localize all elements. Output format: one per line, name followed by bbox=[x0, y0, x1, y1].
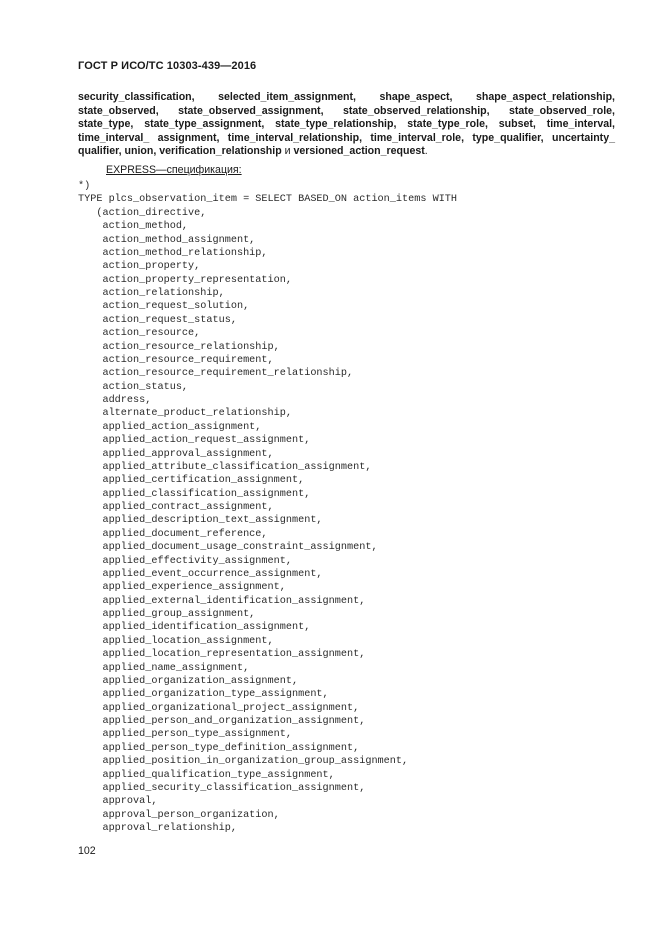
intro-entity-list: security_classification, selected_item_assignment, shape_aspect, shape_aspect_relationship, state_observed, state_observed_assignment, state_observed_relationship, state_observed_role, state_type, state_type_assignment, state_type_relationship, state_type_role, subset, time_interval, time_interval_ assignment, time_interval_relationship, time_interval_role, type_qualifier, uncertainty_ qualifier, union, verification_relationship bbox=[78, 91, 615, 158]
code-line: action_resource_relationship, bbox=[78, 341, 280, 353]
code-line: applied_name_assignment, bbox=[78, 662, 250, 674]
intro-conjunction: и bbox=[281, 145, 294, 158]
code-line: applied_person_type_definition_assignment, bbox=[78, 742, 360, 754]
code-line: applied_organization_type_assignment, bbox=[78, 689, 329, 701]
code-line: approval_person_organization, bbox=[78, 809, 280, 821]
code-line: action_resource_requirement_relationship, bbox=[78, 368, 354, 380]
code-line: applied_experience_assignment, bbox=[78, 582, 286, 594]
code-line: action_status, bbox=[78, 381, 189, 393]
code-line: applied_action_request_assignment, bbox=[78, 435, 311, 447]
code-line: applied_qualification_type_assignment, bbox=[78, 769, 335, 781]
code-line: applied_contract_assignment, bbox=[78, 502, 274, 513]
code-line: applied_person_type_assignment, bbox=[78, 729, 292, 741]
code-line: applied_event_occurrence_assignment, bbox=[78, 568, 323, 580]
code-line: applied_classification_assignment, bbox=[78, 488, 311, 500]
intro-paragraph bbox=[78, 91, 615, 159]
code-line: action_request_status, bbox=[78, 314, 237, 326]
code-line: action_relationship, bbox=[78, 288, 225, 299]
code-line: applied_identification_assignment, bbox=[78, 622, 311, 634]
code-line: action_resource, bbox=[78, 328, 201, 340]
code-line: alternate_product_relationship, bbox=[78, 408, 292, 420]
code-line: approval_relationship, bbox=[78, 823, 237, 834]
express-code-block bbox=[78, 180, 457, 835]
code-line: applied_position_in_organization_group_assignment, bbox=[78, 756, 409, 768]
code-line: action_method_assignment, bbox=[78, 234, 256, 246]
code-line: applied_location_representation_assignment, bbox=[78, 649, 366, 661]
code-line: applied_organizational_project_assignment, bbox=[78, 702, 360, 714]
code-line: applied_document_reference, bbox=[78, 528, 268, 540]
page-number: 102 bbox=[78, 845, 96, 857]
code-line: applied_group_assignment, bbox=[78, 609, 256, 620]
code-line: applied_document_usage_constraint_assignment, bbox=[78, 542, 378, 554]
code-line: applied_approval_assignment, bbox=[78, 448, 274, 460]
express-specification-label: EXPRESS—спецификация: bbox=[106, 164, 242, 176]
code-line: action_resource_requirement, bbox=[78, 354, 274, 366]
code-line: applied_person_and_organization_assignment, bbox=[78, 716, 366, 727]
code-line: applied_attribute_classification_assignment, bbox=[78, 461, 372, 473]
code-line: action_property, bbox=[78, 261, 201, 273]
code-line: action_method, bbox=[78, 221, 189, 233]
code-line: applied_effectivity_assignment, bbox=[78, 555, 292, 567]
code-line: *) bbox=[78, 181, 91, 192]
code-line: applied_security_classification_assignment, bbox=[78, 782, 366, 794]
intro-period: . bbox=[424, 145, 428, 158]
code-line: applied_location_assignment, bbox=[78, 635, 274, 647]
code-line: (action_directive, bbox=[78, 207, 207, 219]
code-line: applied_action_assignment, bbox=[78, 421, 262, 433]
code-line: address, bbox=[78, 395, 152, 406]
code-line: action_property_representation, bbox=[78, 274, 292, 286]
code-line: approval, bbox=[78, 796, 158, 808]
code-line: applied_external_identification_assignment, bbox=[78, 595, 366, 607]
code-line: action_request_solution, bbox=[78, 301, 250, 313]
code-line: applied_description_text_assignment, bbox=[78, 515, 323, 527]
code-line: action_method_relationship, bbox=[78, 247, 268, 259]
document-header: ГОСТ Р ИСО/ТС 10303-439—2016 bbox=[78, 60, 257, 72]
code-line: TYPE plcs_observation_item = SELECT BASED_ON action_items WITH bbox=[78, 194, 458, 206]
code-line: applied_organization_assignment, bbox=[78, 675, 299, 687]
intro-last-entity: versioned_action_request bbox=[293, 145, 425, 158]
code-line: applied_certification_assignment, bbox=[78, 475, 305, 487]
